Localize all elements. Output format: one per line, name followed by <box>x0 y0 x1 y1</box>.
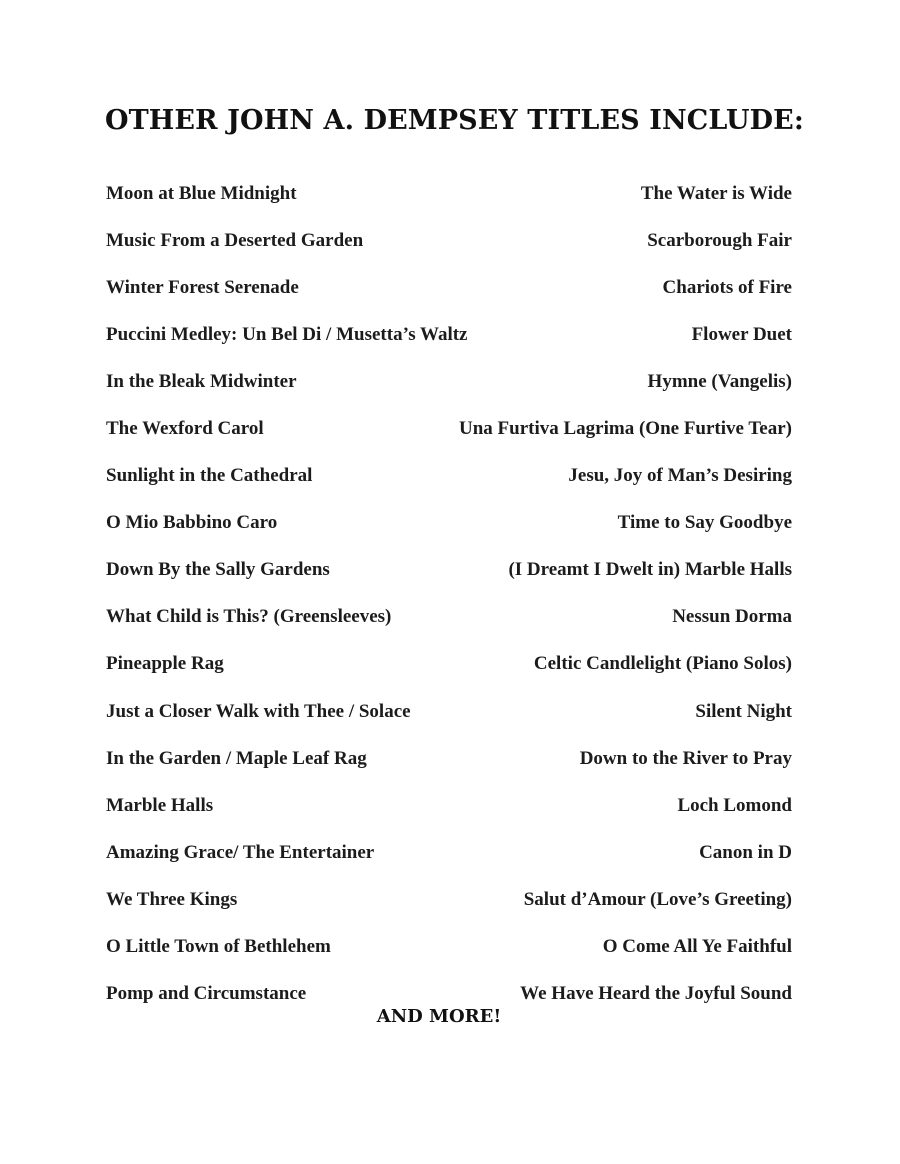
title-right: Silent Night <box>695 700 792 722</box>
title-row <box>106 650 792 697</box>
title-row <box>106 274 792 321</box>
page-title: OTHER JOHN A. DEMPSEY TITLES INCLUDE: <box>105 105 804 136</box>
title-left: Down By the Sally Gardens <box>106 559 330 581</box>
title-left: In the Garden / Maple Leaf Rag <box>106 747 367 769</box>
and-more-footer: AND MORE! <box>376 1006 502 1027</box>
title-row <box>106 415 792 462</box>
title-left: Pineapple Rag <box>106 653 224 675</box>
title-right: Scarborough Fair <box>647 230 792 252</box>
title-right: The Water is Wide <box>640 183 792 204</box>
title-right: (I Dreamt I Dwelt in) Marble Halls <box>508 559 792 581</box>
title-left: Marble Halls <box>106 794 214 816</box>
title-row <box>106 933 792 980</box>
title-row <box>106 603 792 650</box>
title-left: Winter Forest Serenade <box>106 277 299 299</box>
title-row <box>106 368 792 415</box>
title-right: Down to the River to Pray <box>579 747 792 769</box>
title-right: Loch Lomond <box>677 794 792 816</box>
title-right: Celtic Candlelight (Piano Solos) <box>533 653 792 675</box>
title-left: Music From a Deserted Garden <box>106 230 364 252</box>
title-row <box>106 556 792 603</box>
title-left: In the Bleak Midwinter <box>106 371 297 393</box>
title-left: Amazing Grace/ The Entertainer <box>106 841 375 863</box>
title-left: Pomp and Circumstance <box>106 982 307 1004</box>
title-row <box>106 227 792 274</box>
title-row <box>106 886 792 933</box>
title-right: Hymne (Vangelis) <box>647 371 792 393</box>
title-right: Canon in D <box>699 841 792 863</box>
title-left: Moon at Blue Midnight <box>106 183 297 204</box>
title-row <box>106 792 792 839</box>
title-right: Una Furtiva Lagrima (One Furtive Tear) <box>459 418 792 440</box>
title-right: Nessun Dorma <box>672 606 792 628</box>
title-right: We Have Heard the Joyful Sound <box>520 982 792 1004</box>
title-left: O Mio Babbino Caro <box>106 512 278 534</box>
title-right: O Come All Ye Faithful <box>602 935 792 957</box>
title-row <box>106 462 792 509</box>
title-row <box>106 321 792 368</box>
titles-list <box>106 180 792 1027</box>
title-left: What Child is This? (Greensleeves) <box>106 606 392 628</box>
title-left: Just a Closer Walk with Thee / Solace <box>106 700 411 722</box>
title-right: Salut d’Amour (Love’s Greeting) <box>523 888 792 910</box>
title-right: Flower Duet <box>691 324 792 346</box>
title-row <box>106 180 792 227</box>
title-left: We Three Kings <box>106 888 238 910</box>
title-right: Chariots of Fire <box>662 277 792 299</box>
title-left: Sunlight in the Cathedral <box>106 465 313 487</box>
title-row <box>106 698 792 745</box>
title-right: Time to Say Goodbye <box>617 512 792 534</box>
title-left: O Little Town of Bethlehem <box>106 935 331 957</box>
title-right: Jesu, Joy of Man’s Desiring <box>568 465 792 487</box>
title-row <box>106 509 792 556</box>
title-left: Puccini Medley: Un Bel Di / Musetta’s Waltz <box>106 324 468 346</box>
title-left: The Wexford Carol <box>106 418 264 440</box>
title-row <box>106 745 792 792</box>
title-row <box>106 839 792 886</box>
